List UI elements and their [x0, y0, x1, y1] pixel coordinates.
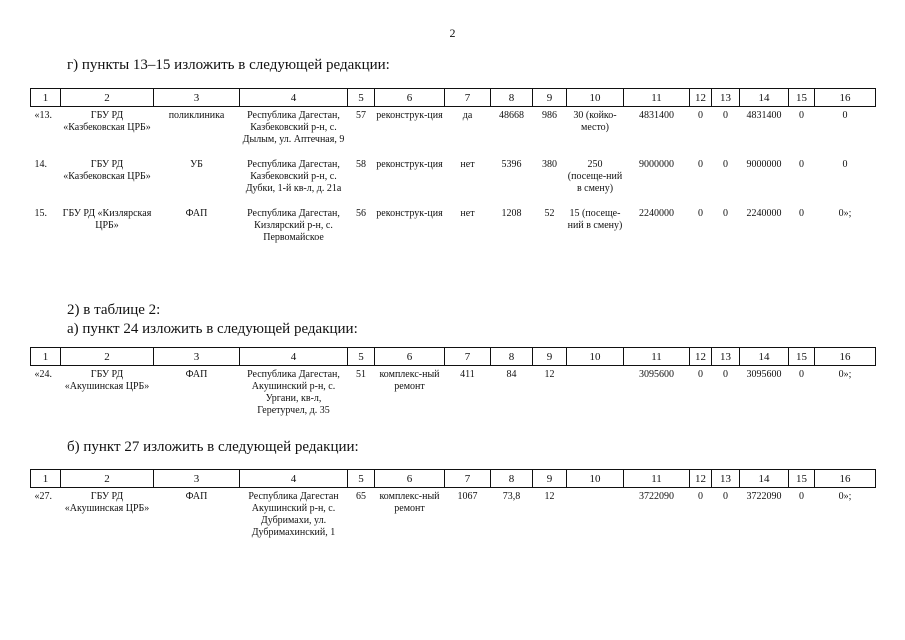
table-cell: 4831400	[639, 110, 674, 121]
column-header: 3	[154, 89, 240, 107]
table-cell: 84	[506, 369, 517, 380]
table-row	[31, 205, 876, 254]
table-cell: 4831400	[746, 110, 782, 121]
table-cell: 0	[799, 159, 804, 170]
table-cell: ФАП	[185, 491, 208, 502]
table-cell: 0	[799, 491, 804, 502]
column-header: 9	[533, 470, 567, 488]
table-cell: 12	[544, 369, 555, 380]
column-header: 4	[240, 470, 348, 488]
table-cell: 2240000	[746, 208, 782, 219]
table-cell: 0	[842, 159, 848, 170]
table-cell: 0	[698, 159, 703, 170]
table-cell: «24.	[34, 369, 52, 380]
column-header: 8	[491, 348, 533, 366]
column-header: 16	[815, 89, 876, 107]
table-cell: «27.	[34, 491, 52, 502]
column-header: 12	[690, 89, 712, 107]
table-cell: 1208	[501, 208, 522, 219]
table-cell: 14.	[34, 159, 47, 170]
section-a-heading: а) пункт 24 изложить в следующей редакции:	[67, 321, 358, 337]
column-header: 6	[375, 89, 445, 107]
table-cell: 3095600	[746, 369, 782, 380]
table-cell: 0	[723, 159, 728, 170]
column-header: 2	[61, 348, 154, 366]
table-cell: 0	[799, 110, 804, 121]
table-cell: 0	[799, 208, 804, 219]
column-header: 15	[789, 348, 815, 366]
column-header: 7	[445, 89, 491, 107]
table-cell: ГБУ РД «Казбековская ЦРБ»	[63, 159, 151, 182]
column-header: 10	[567, 348, 624, 366]
column-header: 10	[567, 89, 624, 107]
table-cell: 0	[723, 110, 728, 121]
table-cell: 0	[698, 369, 703, 380]
table-cell: 0	[698, 110, 703, 121]
table-cell: 9000000	[639, 159, 674, 170]
table-point-24	[30, 347, 876, 427]
section-2-heading: 2) в таблице 2:	[67, 302, 161, 318]
table-cell: 250 (посеще-ний в смену)	[567, 159, 623, 194]
column-header: 4	[240, 89, 348, 107]
table-cell: 3095600	[639, 369, 674, 380]
table-points-13-15	[30, 88, 876, 254]
table-cell: 9000000	[746, 159, 782, 170]
table-cell: 0	[723, 491, 728, 502]
column-header: 12	[690, 348, 712, 366]
column-header: 13	[712, 348, 740, 366]
table-row	[31, 488, 876, 550]
table-cell: комплекс-ный ремонт	[379, 369, 440, 392]
table-cell: 1067	[457, 491, 478, 502]
table-cell: Республика Дагестан, Казбековский р-н, с. Дылым, ул. Аптечная, 9	[242, 110, 345, 145]
table-cell: 5396	[501, 159, 522, 170]
table-cell: 411	[460, 369, 475, 380]
table-cell: 30 (койко-место)	[573, 110, 617, 133]
table-cell: комплекс-ный ремонт	[379, 491, 440, 514]
table-cell: реконструк-ция	[376, 208, 443, 219]
table-row	[31, 366, 876, 428]
column-header: 7	[445, 348, 491, 366]
column-header: 9	[533, 89, 567, 107]
table-cell: 0	[698, 208, 703, 219]
column-header: 5	[348, 89, 375, 107]
table-cell: 0»;	[838, 369, 852, 380]
table-cell: 15 (посеще-ний в смену)	[567, 208, 623, 231]
table-cell: 0»;	[838, 208, 852, 219]
table-cell	[567, 488, 624, 550]
column-header: 2	[61, 89, 154, 107]
table-cell: 0»;	[838, 491, 852, 502]
table-cell: УБ	[190, 159, 203, 170]
column-header: 8	[491, 89, 533, 107]
table-cell: 48668	[499, 110, 524, 121]
column-header: 1	[31, 348, 61, 366]
column-header: 11	[624, 470, 690, 488]
table-cell: реконструк-ция	[376, 159, 443, 170]
table-row	[31, 156, 876, 205]
column-header: 6	[375, 348, 445, 366]
table-cell: 65	[356, 491, 366, 502]
column-header: 9	[533, 348, 567, 366]
table-cell: 0	[723, 369, 728, 380]
table-cell: 51	[356, 369, 366, 380]
table-cell: ГБУ РД «Акушинская ЦРБ»	[64, 491, 150, 514]
table-cell: 0	[698, 491, 703, 502]
column-header: 15	[789, 470, 815, 488]
table-cell: 57	[356, 110, 366, 121]
column-header: 15	[789, 89, 815, 107]
table-cell: 52	[544, 208, 555, 219]
table-cell: Республика Дагестан Акушинский р-н, с. Дубримахи, ул. Дубримахинский, 1	[248, 491, 339, 538]
table-cell: ГБУ РД «Акушинская ЦРБ»	[64, 369, 150, 392]
table-point-27	[30, 469, 876, 549]
table-cell: нет	[460, 159, 475, 170]
column-header: 5	[348, 470, 375, 488]
table-cell: 0	[723, 208, 728, 219]
table-cell: 0	[842, 110, 848, 121]
page-number: 2	[449, 26, 456, 40]
column-header: 3	[154, 470, 240, 488]
table-cell: ФАП	[185, 208, 208, 219]
table-cell: 0	[799, 369, 804, 380]
column-header: 11	[624, 348, 690, 366]
column-header: 7	[445, 470, 491, 488]
table-cell: 986	[542, 110, 557, 121]
column-header: 14	[740, 348, 789, 366]
column-header: 2	[61, 470, 154, 488]
column-header: 6	[375, 470, 445, 488]
table-cell: Республика Дагестан, Кизлярский р-н, с. Первомайское	[247, 208, 340, 243]
table-cell: поликлиника	[168, 110, 225, 121]
column-header: 16	[815, 348, 876, 366]
table-cell: «13.	[34, 110, 52, 121]
table-cell: да	[462, 110, 473, 121]
column-header: 11	[624, 89, 690, 107]
column-header: 5	[348, 348, 375, 366]
table-cell: 3722090	[746, 491, 782, 502]
table-cell: 73,8	[502, 491, 521, 502]
table-cell: Республика Дагестан, Казбековский р-н, с. Дубки, 1-й кв-л, д. 21а	[245, 159, 342, 194]
table-cell: ГБУ РД «Кизлярская ЦРБ»	[62, 208, 152, 231]
table-cell: ФАП	[185, 369, 208, 380]
section-g-heading: г) пункты 13–15 изложить в следующей редакции:	[67, 57, 390, 73]
column-header: 8	[491, 470, 533, 488]
column-header: 14	[740, 89, 789, 107]
table-cell: 12	[544, 491, 555, 502]
column-header: 14	[740, 470, 789, 488]
column-header: 13	[712, 470, 740, 488]
table-cell: реконструк-ция	[376, 110, 443, 121]
table-cell: 58	[356, 159, 366, 170]
table-cell: 2240000	[639, 208, 674, 219]
table-row	[31, 107, 876, 157]
table-cell: 380	[542, 159, 557, 170]
table-cell: Республика Дагестан, Акушинский р-н, с. Ургани, кв-л, Геретурчел, д. 35	[247, 369, 340, 416]
column-header: 13	[712, 89, 740, 107]
column-header: 1	[31, 89, 61, 107]
table-cell	[567, 366, 624, 428]
column-header: 4	[240, 348, 348, 366]
table-cell: нет	[460, 208, 475, 219]
table-cell: ГБУ РД «Казбековская ЦРБ»	[63, 110, 151, 133]
table-cell: 15.	[34, 208, 47, 219]
table-cell: 56	[356, 208, 366, 219]
column-header: 1	[31, 470, 61, 488]
column-header: 16	[815, 470, 876, 488]
column-header: 3	[154, 348, 240, 366]
column-header: 10	[567, 470, 624, 488]
section-b-heading: б) пункт 27 изложить в следующей редакции:	[67, 439, 359, 455]
column-header: 12	[690, 470, 712, 488]
table-cell: 3722090	[639, 491, 674, 502]
